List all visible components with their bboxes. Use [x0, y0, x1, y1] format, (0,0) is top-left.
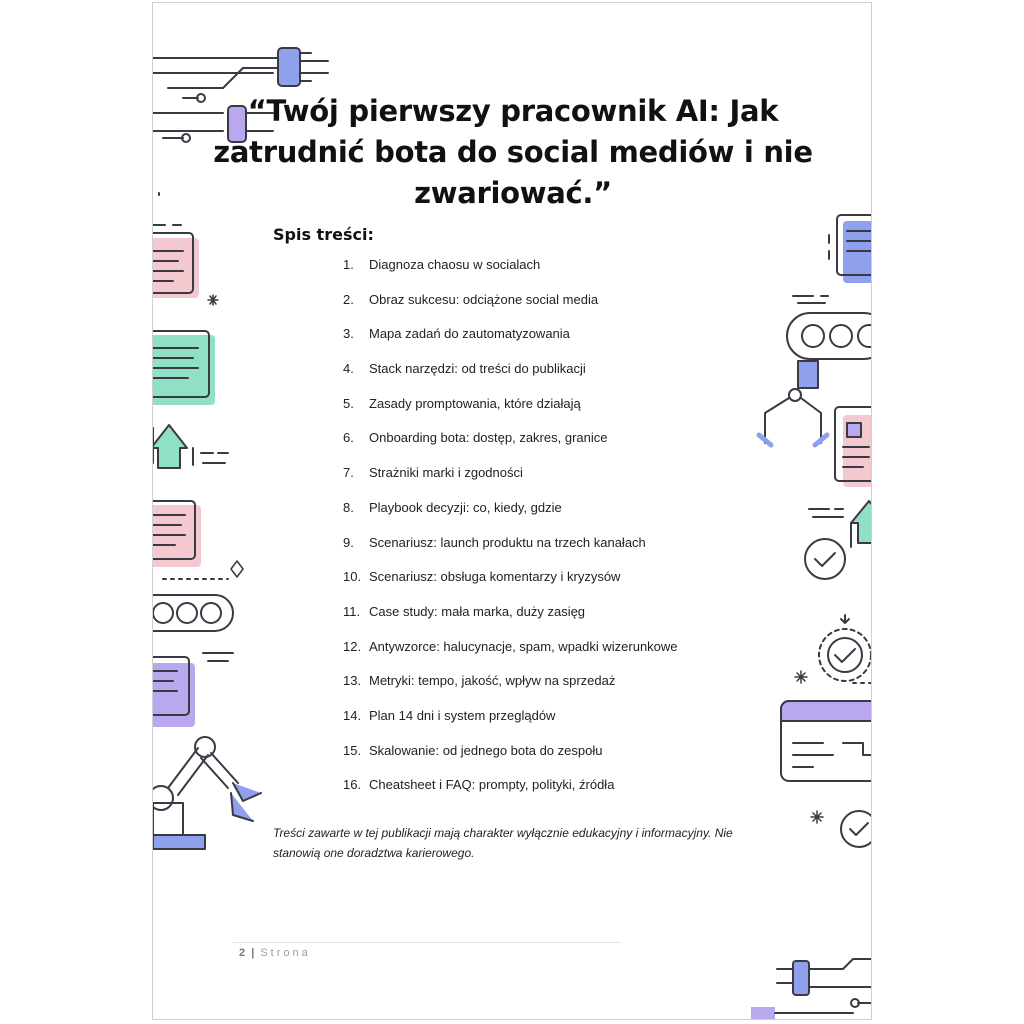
- toc-item-label: Obraz sukcesu: odciążone social media: [369, 291, 599, 307]
- document-page: [152, 2, 872, 1020]
- toc-item-number: 1.: [343, 257, 354, 272]
- check-circle-icon: [841, 811, 872, 847]
- toc-item: [343, 396, 678, 431]
- toc-heading: Spis treści:: [273, 225, 374, 244]
- toc-item: [343, 743, 678, 778]
- toc-item-number: 13.: [343, 673, 362, 689]
- toc-item-label: Onboarding bota: dostęp, zakres, granice: [369, 430, 608, 446]
- page-label: Strona: [260, 947, 311, 959]
- toc-item: [343, 500, 678, 535]
- toc-item-number: 7.: [343, 465, 354, 481]
- toc-item-label: Stack narzędzi: od treści do publikacji: [369, 361, 586, 377]
- toc-item-number: 12.: [343, 638, 362, 654]
- toc-item-label: Antywzorce: halucynacje, spam, wpadki wizerunkowe: [369, 638, 678, 654]
- robot-arm-icon: [153, 737, 261, 849]
- document-card-icon: [829, 215, 872, 283]
- toc-item-label: Zasady promptowania, które działają: [369, 395, 581, 411]
- toc-item-number: 11.: [343, 603, 361, 619]
- toc-item-label: Skalowanie: od jednego bota do zespołu: [369, 742, 603, 758]
- monitor-icon: [153, 657, 195, 727]
- toc-item: [343, 639, 678, 674]
- document-title: “Twój pierwszy pracownik AI: Jak zatrudnić bota do social mediów i nie zwariować.”: [213, 94, 813, 210]
- upload-arrow-icon: [153, 425, 228, 468]
- toc-item-number: 15.: [343, 742, 362, 758]
- toc-item-number: 6.: [343, 430, 354, 446]
- upload-arrow-icon: [851, 501, 872, 547]
- toc-item-label: Diagnoza chaosu w socialach: [369, 257, 541, 272]
- toc-item-label: Playbook decyzji: co, kiedy, gdzie: [369, 499, 562, 515]
- document-card-icon: [153, 331, 215, 405]
- disclaimer-text: Treści zawarte w tej publikacji mają charakter wyłącznie edukacyjny i informacyjny. Nie stanowią one doradztwa karierowego.: [273, 826, 733, 860]
- toc-item-label: Strażniki marki i zgodności: [369, 465, 523, 481]
- toc-item-label: Scenariusz: obsługa komentarzy i kryzysów: [369, 569, 621, 585]
- toc-item: [343, 604, 678, 639]
- page-footer: [239, 947, 311, 959]
- footer-divider: [233, 942, 621, 943]
- table-of-contents: [343, 257, 678, 812]
- toc-item: [343, 292, 678, 327]
- toc-item-number: 5.: [343, 395, 354, 411]
- toc-item-label: Scenariusz: launch produktu na trzech kanałach: [369, 534, 646, 550]
- toc-item-label: Plan 14 dni i system przeglądów: [369, 707, 556, 723]
- toc-item-number: 8.: [343, 499, 354, 515]
- document-card-icon: [835, 407, 872, 487]
- toc-item-number: 3.: [343, 326, 354, 342]
- toc-item: [343, 257, 678, 292]
- plug-icon: [751, 959, 872, 1020]
- conveyor-icon: [787, 313, 872, 388]
- toc-item-label: Metryki: tempo, jakość, wpływ na sprzedaż: [369, 673, 616, 689]
- toc-item-number: 10.: [343, 569, 362, 585]
- check-circle-icon: [819, 615, 871, 681]
- check-circle-icon: [805, 539, 845, 579]
- toc-item: [343, 465, 678, 500]
- robot-claw-icon: [759, 389, 827, 445]
- document-card-icon: [153, 225, 199, 298]
- toc-item-number: 16.: [343, 777, 362, 793]
- toc-item: [343, 777, 678, 812]
- toc-item: [343, 361, 678, 396]
- document-card-icon: [153, 501, 228, 579]
- toc-item: [343, 326, 678, 361]
- toc-item: [343, 535, 678, 570]
- toc-item-label: Mapa zadań do zautomatyzowania: [369, 326, 570, 342]
- toc-item: [343, 708, 678, 743]
- toc-item-number: 4.: [343, 361, 354, 377]
- toc-item: [343, 673, 678, 708]
- footer-separator: |: [251, 947, 255, 959]
- toc-item-label: Cheatsheet i FAQ: prompty, polityki, źródła: [369, 777, 615, 793]
- page-number: 2: [239, 947, 246, 959]
- toc-item: [343, 569, 678, 604]
- toc-item-label: Case study: mała marka, duży zasięg: [369, 603, 586, 619]
- toc-item-number: 9.: [343, 534, 354, 550]
- toc-item: [343, 430, 678, 465]
- browser-window-icon: [781, 701, 872, 781]
- toc-item-number: 14.: [343, 707, 362, 723]
- toc-item-number: 2.: [343, 291, 354, 307]
- conveyor-icon: [153, 595, 233, 631]
